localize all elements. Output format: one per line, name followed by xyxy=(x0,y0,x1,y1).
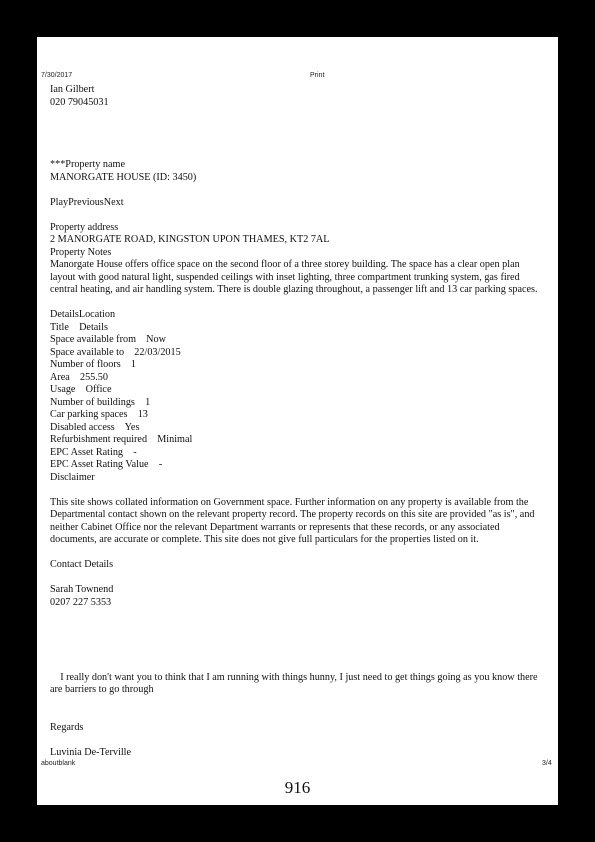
message-text: I really don't want you to think that I am running with things hunny, I just need to get things going as you know there are barriers to go through xyxy=(50,671,541,695)
details-location-tabs[interactable]: DetailsLocation xyxy=(50,309,116,320)
printed-page xyxy=(37,37,558,805)
print-date: 7/30/2017 xyxy=(41,72,73,79)
disclaimer-text: This site shows collated information on Government space. Further information on any property is available from the Departmental contact shown on the relevant property record. The property records on this site are provided "as is", and neither Cabinet Office nor the relevant Department warrants or represents that these records, or any associated documents, are accurate or complete. This site does not give full particulars for the properties listed on it. xyxy=(50,496,535,545)
sender-name: Ian Gilbert xyxy=(50,84,95,95)
regards-text: Regards xyxy=(50,721,84,733)
signature-name: Luvinia De-Terville xyxy=(50,746,132,758)
details-row: Title Details xyxy=(50,321,108,333)
email-body xyxy=(50,84,546,759)
sender-phone: 020 79045031 xyxy=(50,96,109,108)
property-notes-label: Property Notes xyxy=(50,246,112,258)
details-row: Disclaimer xyxy=(50,471,95,483)
details-list xyxy=(50,322,546,485)
contact-name: Sarah Townend xyxy=(50,584,114,595)
details-row: Refurbishment required Minimal xyxy=(50,434,193,445)
details-row: Space available to 22/03/2015 xyxy=(50,346,181,358)
property-name-value: MANORGATE HOUSE (ID: 3450) xyxy=(50,171,197,183)
contact-phone: 0207 227 5353 xyxy=(50,596,112,608)
contact-label: Contact Details xyxy=(50,559,114,570)
details-row: Space available from Now xyxy=(50,334,166,345)
print-title: Print xyxy=(310,72,325,79)
property-address-value: 2 MANORGATE ROAD, KINGSTON UPON THAMES, KT2 7AL xyxy=(50,234,330,245)
gallery-controls[interactable]: PlayPreviousNext xyxy=(50,196,124,208)
details-row: Area 255.50 xyxy=(50,371,108,383)
details-row: Usage Office xyxy=(50,384,112,395)
details-row: EPC Asset Rating Value - xyxy=(50,459,163,470)
footer-url: aboutblank xyxy=(41,760,76,767)
footer-page: 3/4 xyxy=(542,760,552,767)
property-name-label: ***Property name xyxy=(50,159,125,170)
details-row: Number of buildings 1 xyxy=(50,396,151,408)
page-number: 916 xyxy=(284,778,311,797)
property-address-label: Property address xyxy=(50,221,119,233)
details-row: Number of floors 1 xyxy=(50,359,137,370)
details-row: Disabled access Yes xyxy=(50,421,140,433)
property-notes-value: Manorgate House offers office space on the second floor of a three storey building. The space has a clear open plan layout with good natural light, suspended ceilings with inset lighting, three compartment trunking system, gas fired central heating, and air handling system. There is double glazing throughout, a passenger lift and 13 car parking spaces. xyxy=(50,259,538,295)
details-row: Car parking spaces 13 xyxy=(50,409,148,420)
details-row: EPC Asset Rating - xyxy=(50,446,137,458)
